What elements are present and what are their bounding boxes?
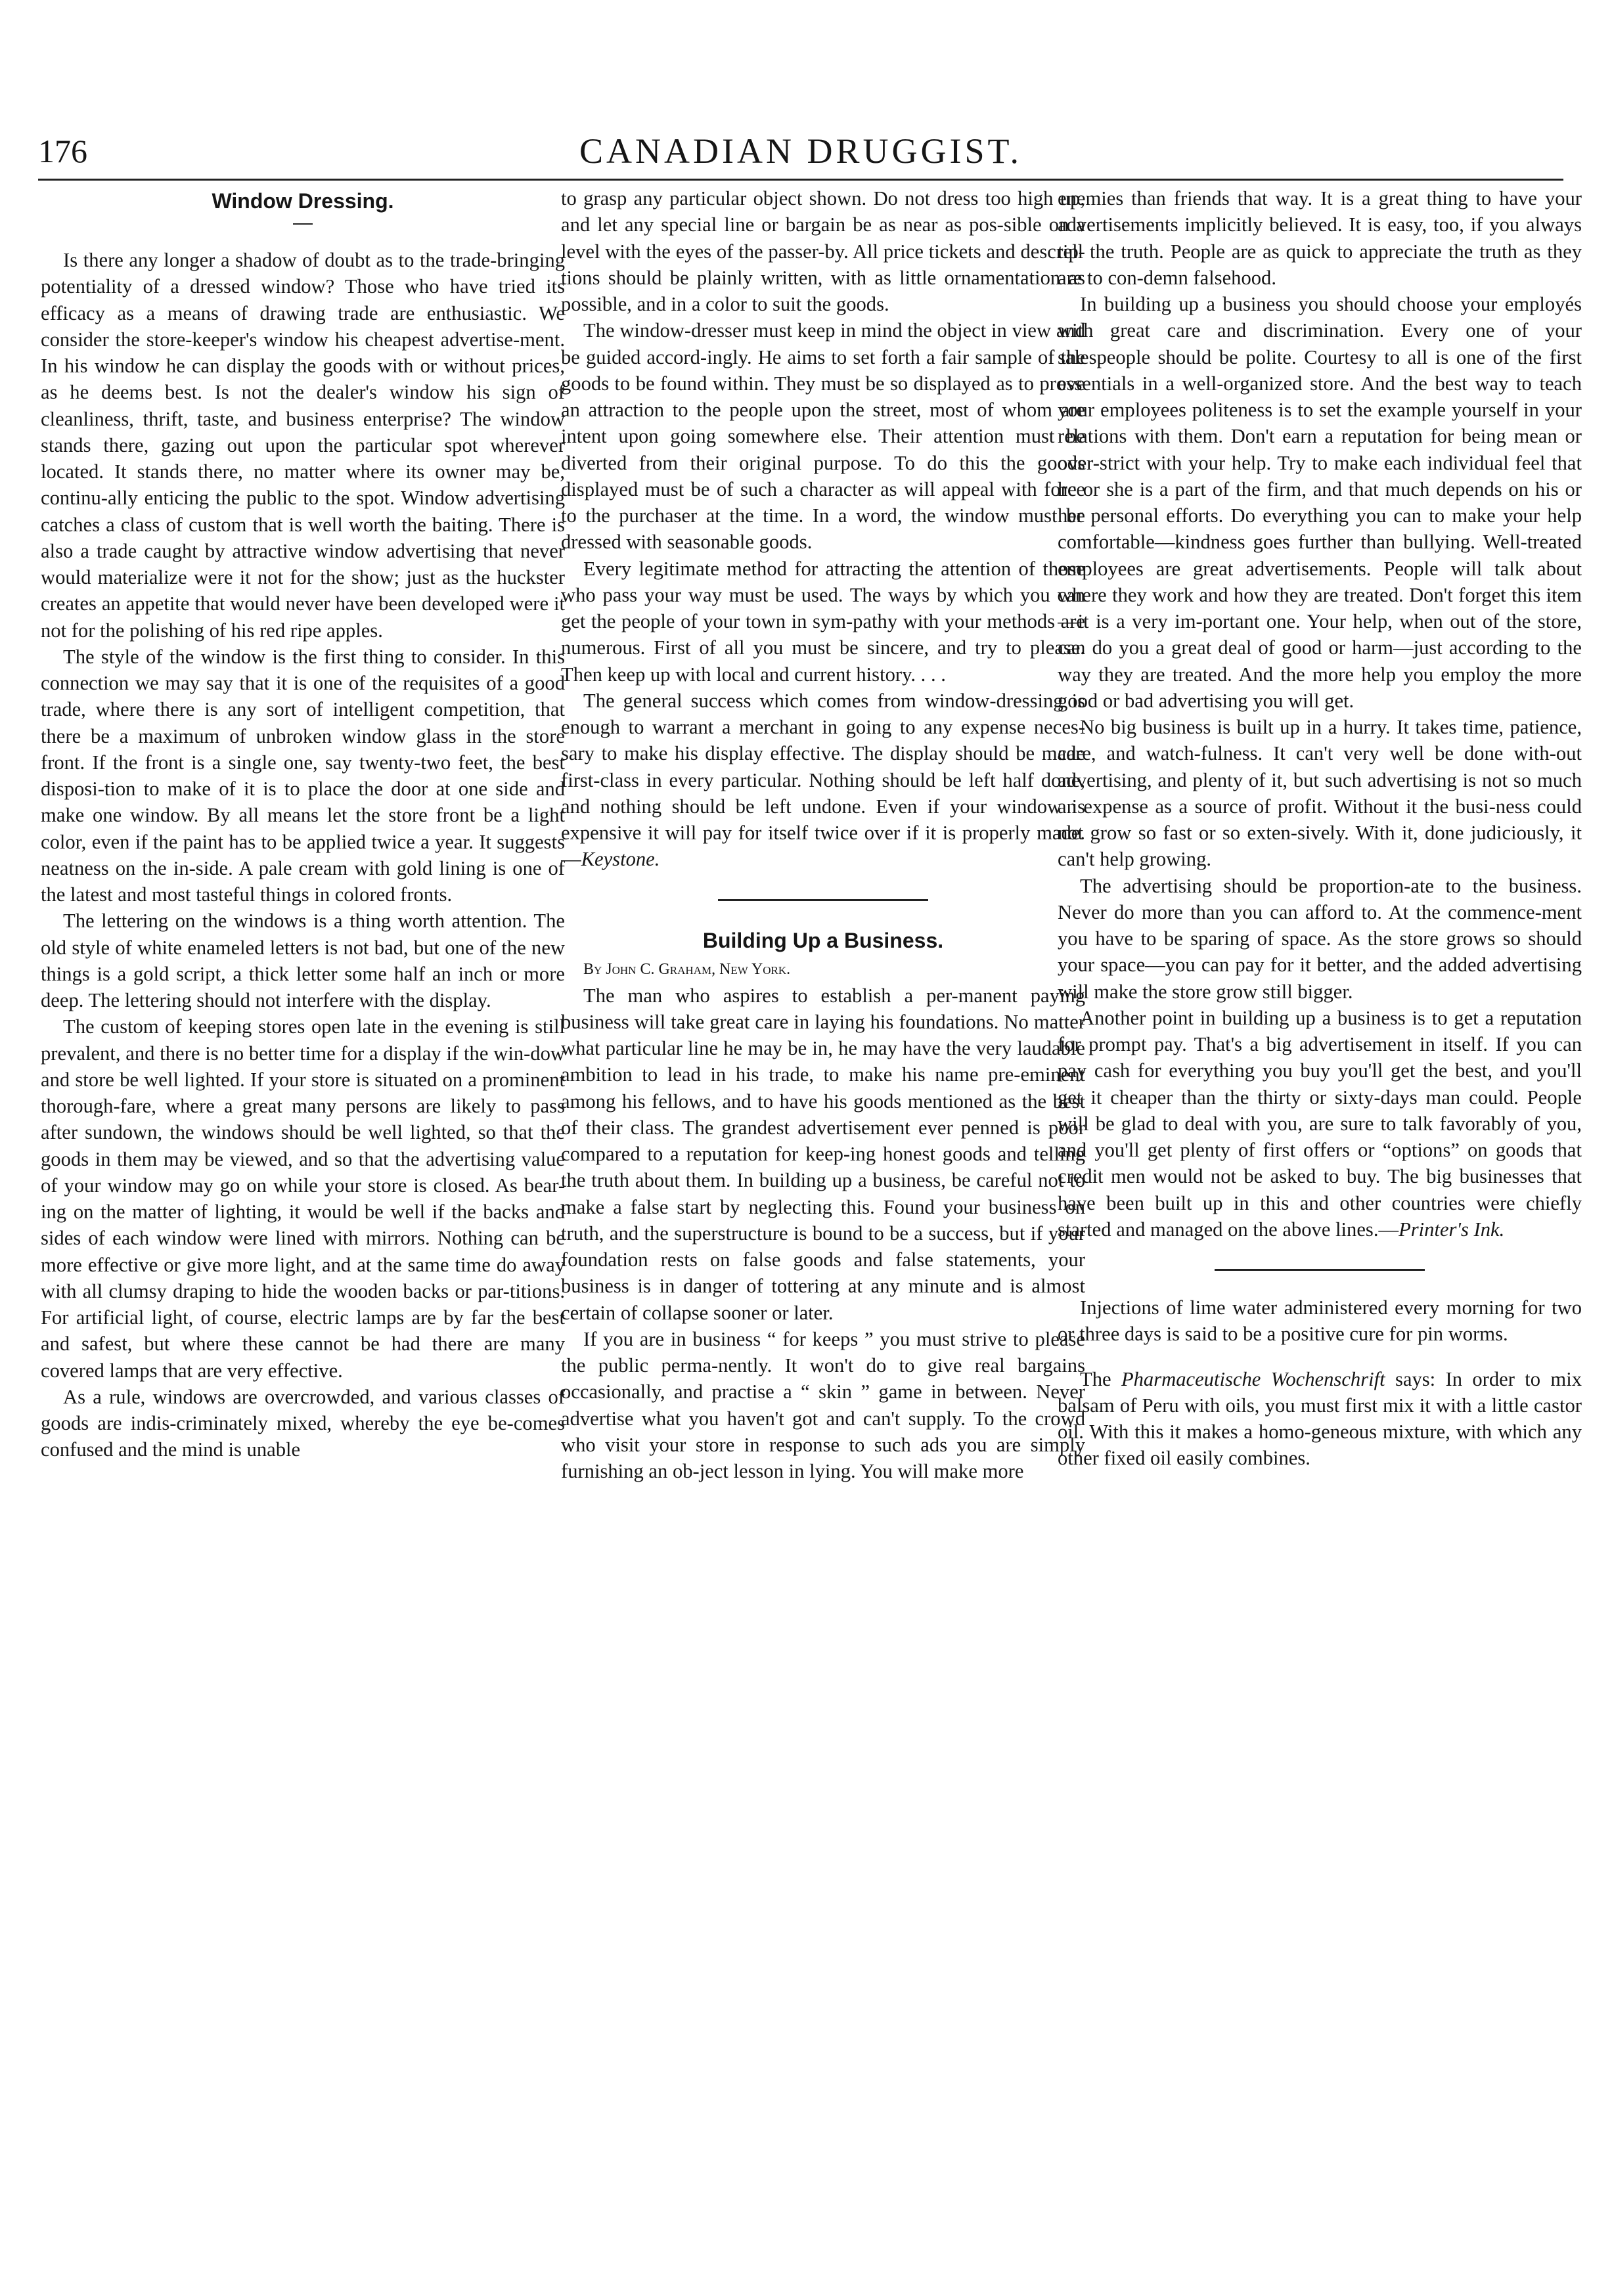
- paragraph: Every legitimate method for attracting the attention of those who pass your way must be used. The ways by which you can get the people of your town in sym-pathy with your methods are numerous. First of all you must be sincere, and try to please. Then keep up with local and current history. . . .: [561, 557, 1085, 686]
- article-separator: [1215, 1269, 1425, 1271]
- paragraph: No big business is built up in a hurry. It takes time, patience, care, and watch-fulness. It can't very well be done with-out advertising, and plenty of it, but such advertising is not so much an expense as a source of profit. Without it the busi-ness could not grow so fast or so exten-sively. With it, done judiciously, it can't help growing.: [1058, 716, 1582, 871]
- paragraph: [561, 688, 1085, 873]
- running-head: [38, 131, 1563, 184]
- paragraph-lime-water: Injections of lime water administered every morning for two or three days is said to be a positive cure for pin worms.: [1058, 1296, 1582, 1346]
- heading-dash: [293, 223, 313, 225]
- paragraph-text: The: [1080, 1367, 1111, 1390]
- paragraph: The man who aspires to establish a per-manent paying business will take great care in laying his foundations. No matter what particular line he may be in, he may have the very laudable ambition to lead in his trade, to make his name pre-eminent among his fellows, and to have his goods mentioned as the best of their class. The grandest advertisement ever penned is poor compared to a reputation for keep-ing honest goods and telling the truth about them. In building up a business, be careful not to make a false start by neglecting this. Found your business on truth, and the superstructure is bound to be a success, but if your foundation rests on false goods and false statements, your business is in danger of tottering at any minute and is almost certain of collapse sooner or later.: [561, 984, 1085, 1324]
- source-credit-keystone: Keystone.: [581, 848, 660, 871]
- paragraph-text: says: In order to mix balsam of Peru with oils, you must first mix it with a little castor oil. With this it makes a homo-geneous mixture, with which any other fixed oil easily combines.: [1058, 1367, 1582, 1470]
- paragraph: The style of the window is the first thing to consider. In this connection we may say that it is one of the requisites of a good trade, where there is any sort of intelligent competition, that there be a maximum of unbroken window glass in the store front. If the front is a single one, say twenty-two feet, the best disposi-tion to make of it is to place the door at one side and make one window. By all means let the store front be a light color, even if the paint has to be applied twice a year. It suggests neatness on the in-side. A pale cream with gold lining is one of the latest and most tasteful things in colored fronts.: [41, 645, 565, 906]
- source-credit-printers-ink: Printer's Ink.: [1399, 1218, 1505, 1241]
- paragraph: If you are in business “ for keeps ” you must strive to please the public perma-nently. It won't do to give real bargains occasionally, and practise a “ skin ” game in between. Never advertise what you haven't got and can't supply. To the crowd who visit your store in response to such ads you are simply furnishing an ob-ject lesson in lying. You will make more: [561, 1327, 1085, 1482]
- paragraph: The lettering on the windows is a thing worth attention. The old style of white enameled letters is not bad, but one of the new things is a gold script, a thick letter some half an inch or more deep. The lettering should not interfere with the display.: [41, 910, 565, 1011]
- column-2: [561, 185, 1085, 1484]
- paragraph-balsam-of-peru: [1058, 1366, 1582, 1472]
- journal-title: CANADIAN DRUGGIST.: [579, 131, 1022, 171]
- paragraph: [1058, 1005, 1582, 1243]
- paragraph-text: Another point in building up a business is to get a reputation for prompt pay. That's a big advertisement in itself. If you can pay cash for everything you buy you'll get the best, and you'll get it cheaper than the thirty or sixty-days man could. People will be glad to deal with you, are sure to talk favorably of you, and you'll get plenty of first offers or “options” on goods that credit men would not be asked to buy. The big businesses that have been built up in this and other countries were chiefly started and managed on the above lines.—: [1058, 1006, 1582, 1241]
- paragraph: Is there any longer a shadow of doubt as to the trade-bringing potentiality of a dressed window? Those who have tried its efficacy as a means of drawing trade are enthusiastic. We consider the store-keeper's window his cheapest advertise-ment. In his window he can display the goods with or without prices, as he deems best. Is not the dealer's window his sign of cleanliness, thrift, taste, and business enterprise? The window stands there, gazing out upon the particular spot wherever located. It stands there, no matter where its owner may be, continu-ally enticing the public to the spot. Window advertising catches a class of custom that is well worth the baiting. There is also a trade caught by attractive window advertising that never would materialize were it not for the show; just as the huckster creates an appetite that would never have been developed were it not for the polishing of his red ripe apples.: [41, 249, 565, 642]
- column-3: [1058, 185, 1582, 1472]
- header-rule: [38, 179, 1563, 181]
- paragraph-gap: [1058, 1348, 1582, 1366]
- article-separator: [718, 899, 928, 901]
- paragraph: In building up a business you should choose your employés with great care and discrimination. Every one of your salespeople should be polite. Courtesy to all is one of the first essentials in a well-organized store. And the best way to teach your employees politeness is to set the example yourself in your relations with them. Don't earn a reputation for being mean or over-strict with your help. Try to make each individual feel that he or she is a part of the firm, and that much depends on his or her personal efforts. Do everything you can to make your help comfortable—kindness goes further than bullying. Well-treated employees are great advertisements. People will talk about where they work and how they are treated. Don't forget this item—it is a very im-portant one. Your help, when out of the store, can do you a great deal of good or harm—just according to the way they are treated. And the more help you employ the more good or bad advertising you will get.: [1058, 293, 1582, 712]
- column-1: [41, 185, 565, 1463]
- paragraph-continued: enemies than friends that way. It is a great thing to have your advertisements implicitly believed. It is easy, too, if you always tell the truth. People are as quick to appreciate the truth as they are to con-demn falsehood.: [1058, 187, 1582, 289]
- page-number: 176: [38, 133, 87, 169]
- article-heading-window-dressing: Window Dressing.: [212, 189, 394, 213]
- paragraph: The advertising should be proportion-ate to the business. Never do more than you can afford to. At the commence-ment you have to be sparing of space. As the store grows so should your space—you can pay for it better, and the added advertising will make the store grow still bigger.: [1058, 874, 1582, 1003]
- article-heading-building-up-a-business: Building Up a Business.: [702, 928, 944, 952]
- paragraph: As a rule, windows are overcrowded, and various classes of goods are indis-criminately mixed, whereby the eye be-comes confused and the mind is unable: [41, 1385, 565, 1461]
- paragraph: The custom of keeping stores open late in the evening is still prevalent, and there is no better time for a display if the win-dow and store be well lighted. If your store is situated on a prominent thorough-fare, where a great many persons are likely to pass after sundown, the windows should be well lighted, so that the goods in them may be viewed, and so that the advertising value of your window may go on while your store is closed. As bear-ing on the matter of lighting, it would be well if the backs and sides of each window were lined with mirrors. Nothing can be more effective or give more light, and at the same time do away with all clumsy draping to hide the wooden backs or par-titions. For artificial light, of course, electric lamps are by far the best and safest, but where these cannot be had there are many covered lamps that are very effective.: [41, 1015, 565, 1382]
- paragraph: The window-dresser must keep in mind the object in view and be guided accord-ingly. He aims to set forth a fair sample of the goods to be found within. They must be so displayed as to prove an attraction to the people upon the street, most of whom are intent upon going somewhere else. Their attention must be diverted from their original purpose. To do this the goods displayed must be of such a character as will appeal with force to the purchaser at the time. In a word, the window must be dressed with seasonable goods.: [561, 319, 1085, 554]
- paragraph-continued: to grasp any particular object shown. Do not dress too high up, and let any special line or bargain be as near as pos-sible on a level with the eyes of the passer-by. All price tickets and descrip-tions should be plainly written, with as little ornamentation as possible, and in a color to suit the goods.: [561, 187, 1085, 315]
- journal-name: Pharmaceutische Wochenschrift: [1121, 1367, 1385, 1390]
- paragraph-text: The general success which comes from window-dressing is enough to warrant a merchant in going to any expense neces-sary to make his display effective. The display should be made first-class in every particular. Nothing should be left half done, and nothing should be left undone. Even if your window is expensive it will pay for itself twice over if it is properly made.—: [561, 689, 1085, 871]
- byline: By John C. Graham, New York.: [583, 960, 791, 978]
